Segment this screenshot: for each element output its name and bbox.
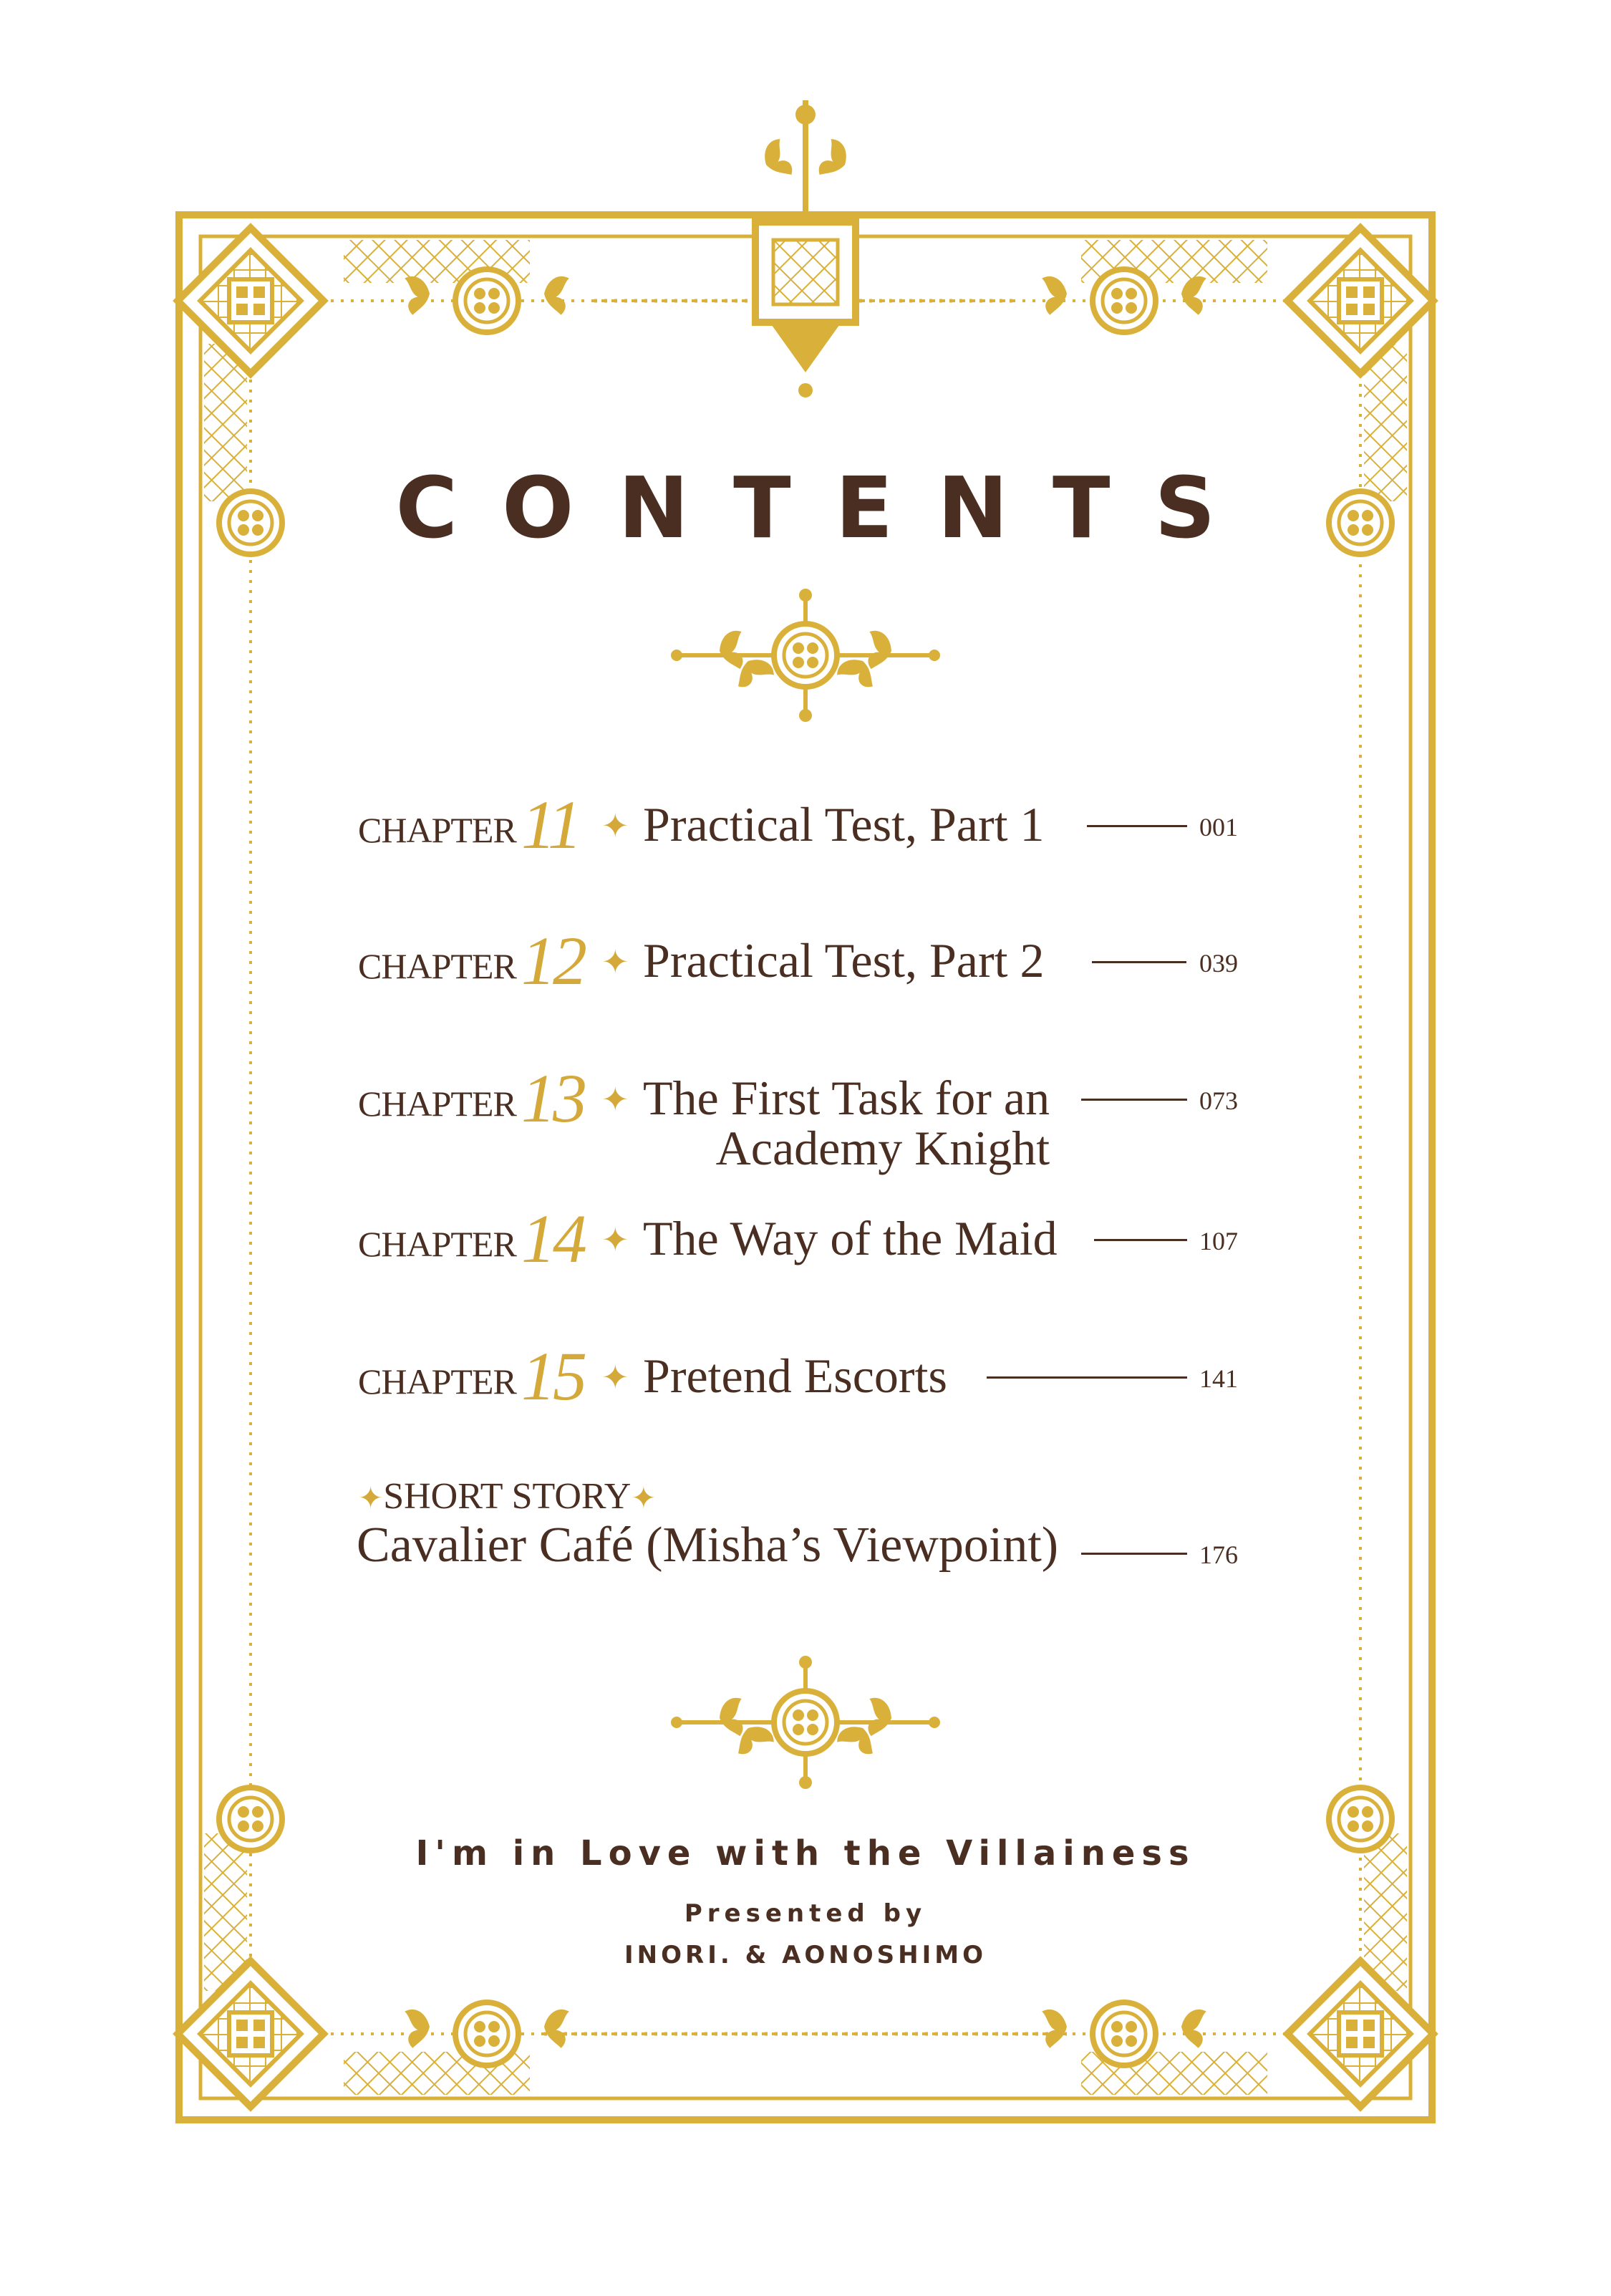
- chapter-title: The Way of the Maid: [643, 1211, 1058, 1265]
- fleuron-icon: ✦: [358, 1480, 384, 1515]
- page-number: 176: [1199, 1540, 1238, 1569]
- chapter-label: CHAPTER: [358, 946, 516, 986]
- page-number: 073: [1199, 1086, 1238, 1115]
- authors: INORI. & AONOSHIMO: [624, 1941, 987, 1969]
- fleuron-icon: ✦: [601, 942, 629, 981]
- leader-line: [1094, 1239, 1187, 1241]
- toc-entry-chapter-12[interactable]: [358, 922, 1246, 1046]
- short-story-title: Cavalier Café (Misha’s Viewpoint): [357, 1518, 1059, 1573]
- toc-entry-short-story[interactable]: [357, 1517, 1058, 1574]
- leader-line: [1087, 825, 1187, 827]
- page-number: 107: [1199, 1227, 1238, 1255]
- chapter-title: Practical Test, Part 2: [643, 933, 1045, 988]
- chapter-number: 15: [521, 1338, 584, 1414]
- presented-by: Presented by: [684, 1899, 927, 1928]
- chapter-number: 12: [521, 922, 584, 999]
- chapter-title: Practical Test, Part 1: [643, 797, 1045, 852]
- chapter-label: CHAPTER: [358, 810, 516, 850]
- toc-entry-chapter-15[interactable]: [358, 1338, 1246, 1461]
- toc-entry-chapter-13[interactable]: [358, 1060, 1246, 1183]
- fleuron-divider-ornament: [671, 589, 940, 722]
- chapter-number: 11: [521, 786, 579, 863]
- fleuron-icon: ✦: [631, 1480, 657, 1515]
- chapter-number: 13: [521, 1060, 584, 1137]
- chapter-label: CHAPTER: [358, 1084, 516, 1124]
- short-story-label: ✦SHORT STORY✦: [358, 1476, 657, 1517]
- chapter-label: CHAPTER: [358, 1224, 516, 1264]
- chapter-label: CHAPTER: [358, 1361, 516, 1402]
- chapter-number: 14: [521, 1200, 584, 1277]
- book-title: I'm in Love with the Villainess: [415, 1833, 1196, 1873]
- fleuron-icon: ✦: [601, 806, 629, 845]
- toc-entry-chapter-14[interactable]: [358, 1200, 1246, 1323]
- page-number: 141: [1199, 1364, 1238, 1393]
- chapter-title: The First Task for an Academy Knight: [643, 1071, 1050, 1175]
- fleuron-icon: ✦: [601, 1080, 629, 1119]
- leader-line: [987, 1376, 1187, 1379]
- leader-line: [1092, 961, 1186, 963]
- toc-entry-chapter-11[interactable]: [358, 786, 1246, 910]
- chapter-title: Pretend Escorts: [643, 1349, 947, 1403]
- page-title: CONTENTS: [395, 458, 1260, 557]
- page-number: 039: [1199, 949, 1238, 978]
- fleuron-icon: ✦: [601, 1220, 629, 1259]
- fleuron-icon: ✦: [601, 1358, 629, 1397]
- leader-line: [1081, 1553, 1187, 1555]
- leader-line: [1081, 1099, 1187, 1101]
- page-number: 001: [1199, 813, 1238, 841]
